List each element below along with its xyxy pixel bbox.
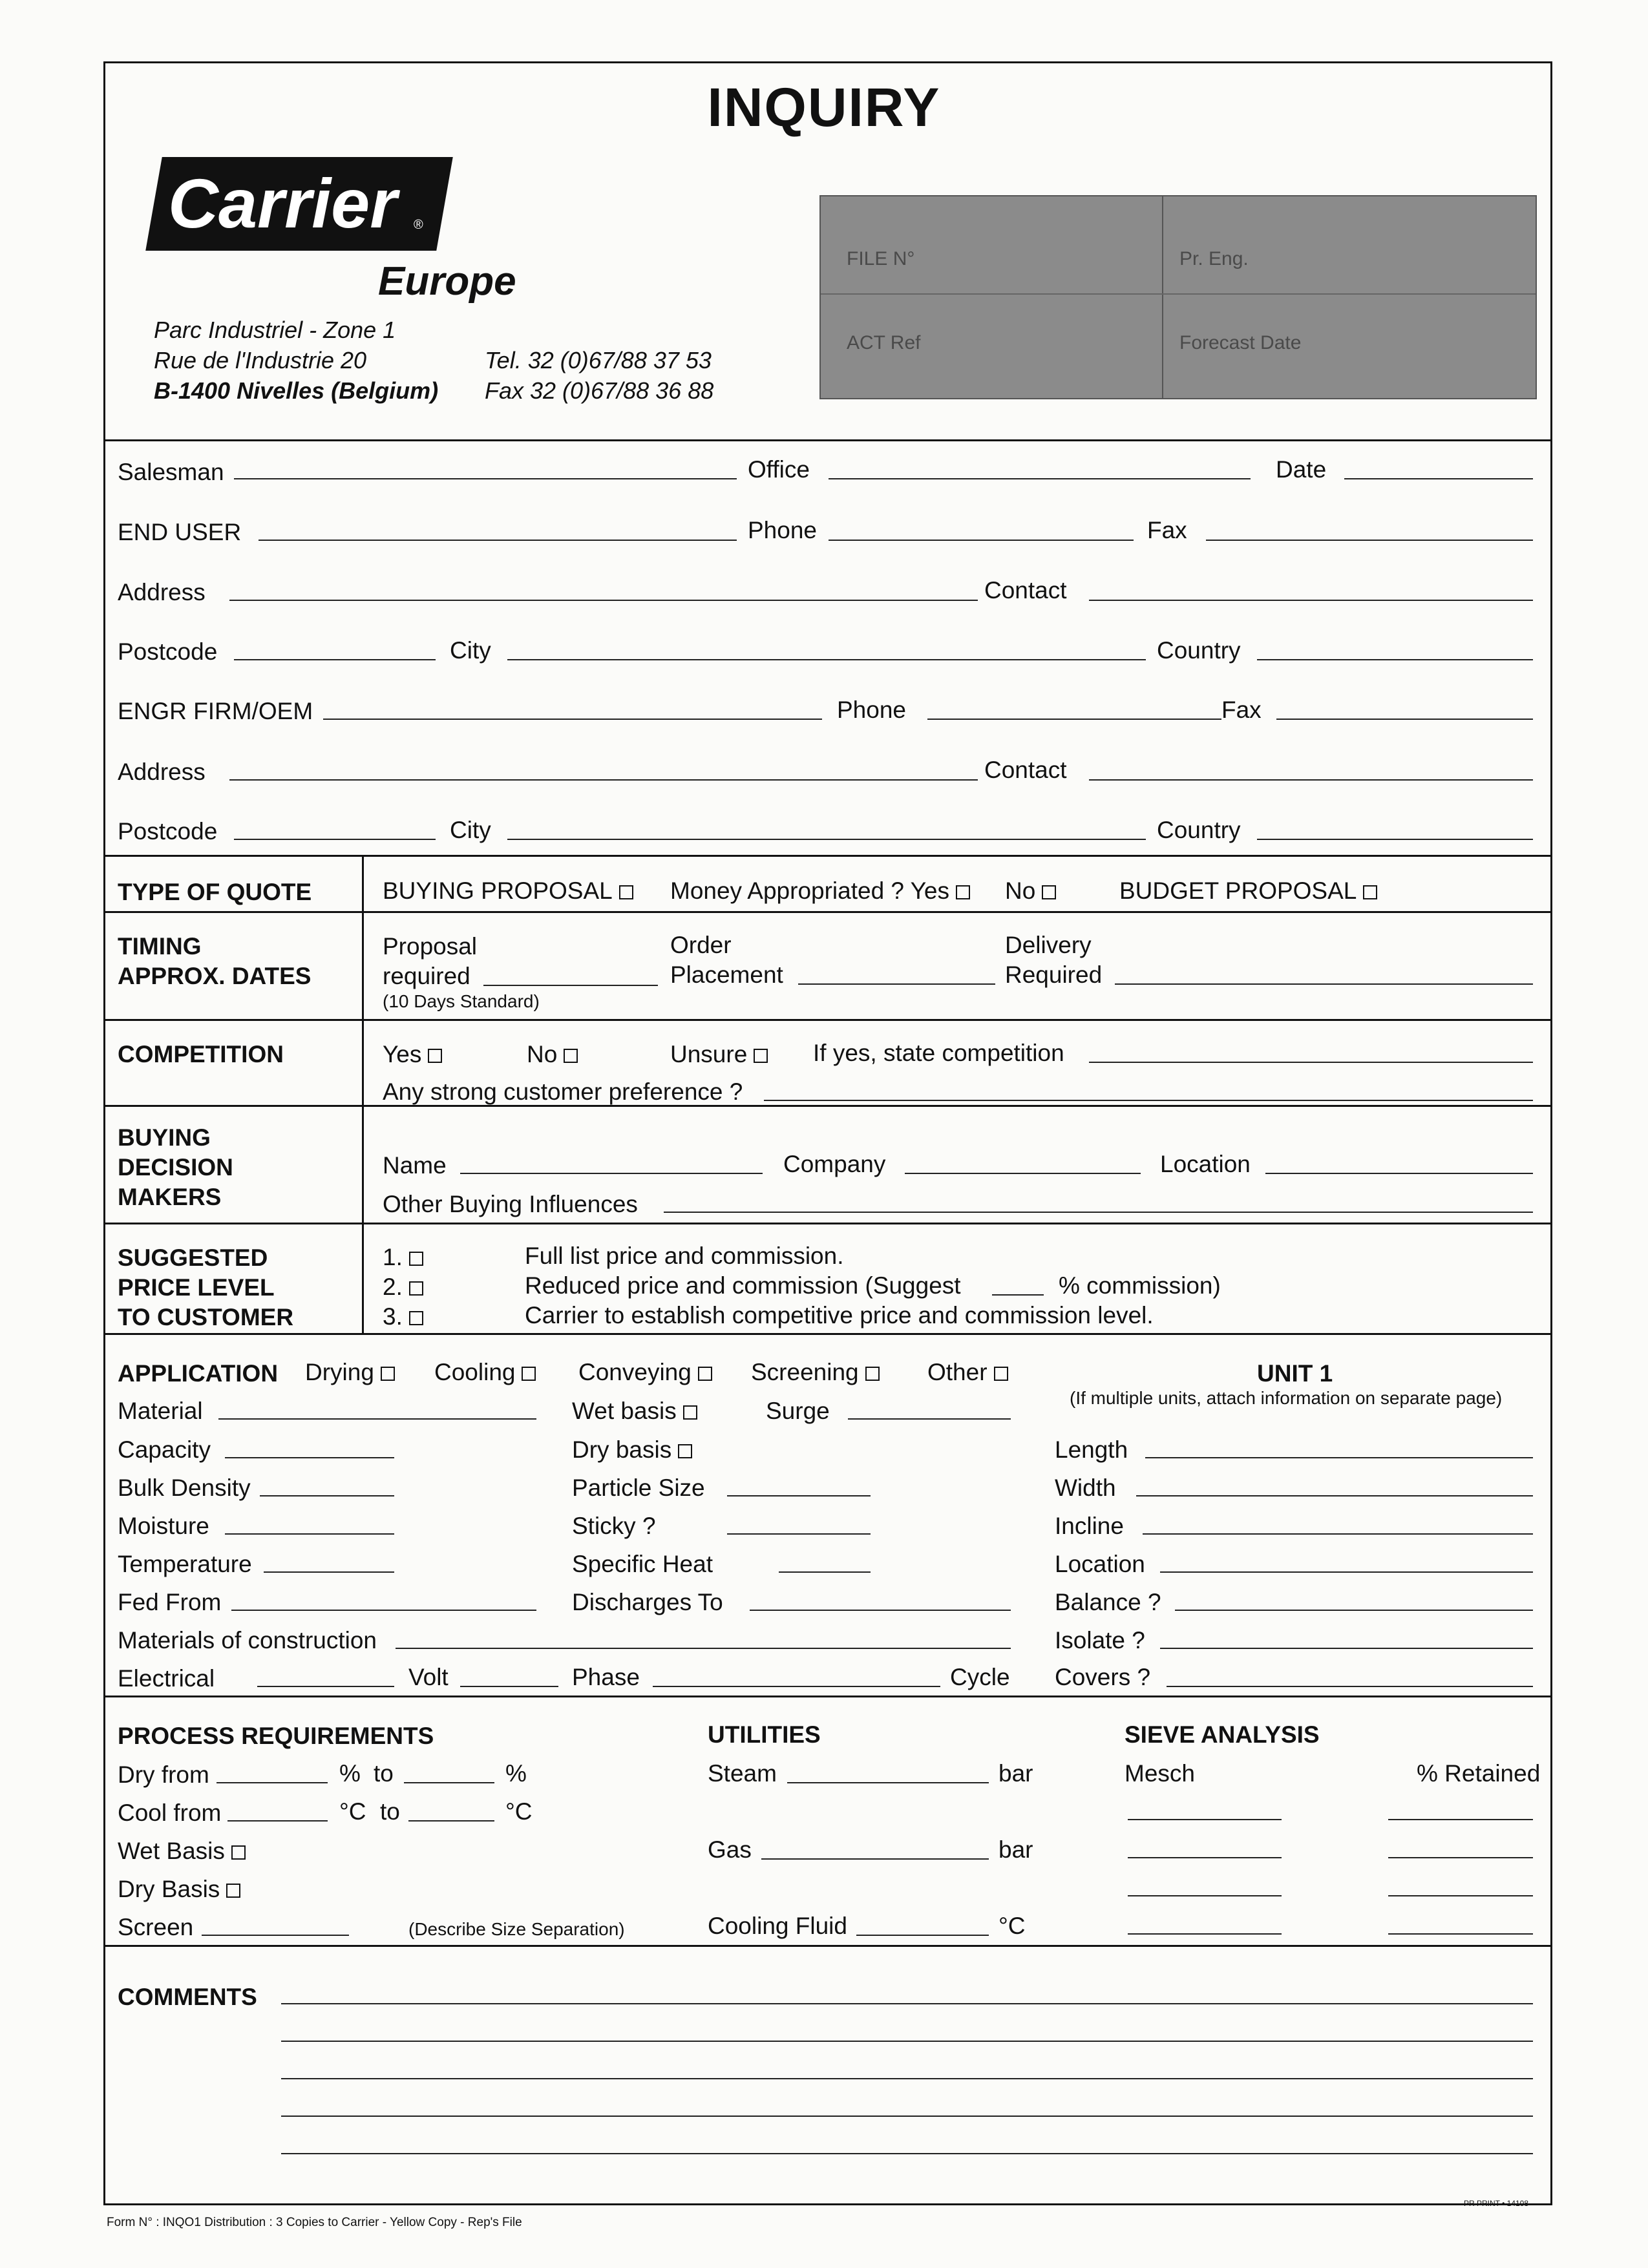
money-yes-checkbox[interactable]: [956, 885, 970, 899]
cooling-option[interactable]: [434, 1360, 536, 1384]
other-application-checkbox[interactable]: [994, 1367, 1008, 1381]
engr-city-field[interactable]: [507, 839, 1146, 840]
competition-unsure-checkbox[interactable]: [754, 1049, 768, 1063]
other-application-option[interactable]: [927, 1360, 1008, 1384]
placement-label: Placement: [670, 961, 783, 988]
customer-preference-label: Any strong customer preference ?: [383, 1078, 743, 1105]
office-use-box: [819, 195, 1537, 399]
unit-note: (If multiple units, attach information on separate page): [1070, 1388, 1503, 1408]
electrical-field[interactable]: [257, 1686, 394, 1687]
carrier-logo: Carrier: [168, 164, 397, 242]
screening-label: Screening: [751, 1359, 859, 1385]
office-label: Office: [748, 456, 810, 483]
electrical-label: Electrical: [118, 1665, 215, 1692]
comments-line-5[interactable]: [281, 2153, 1533, 2154]
screening-option[interactable]: [751, 1360, 880, 1384]
drying-option[interactable]: [305, 1360, 395, 1384]
money-appropriated-yes-option[interactable]: [670, 879, 970, 903]
utilities-label: UTILITIES: [708, 1721, 821, 1748]
unit-location-label: Location: [1055, 1551, 1145, 1577]
other-influences-label: Other Buying Influences: [383, 1191, 638, 1217]
retained-field-4[interactable]: [1388, 1933, 1533, 1935]
forecast-date-label: Forecast Date: [1179, 332, 1302, 353]
phase-label: Phase: [572, 1664, 640, 1690]
country-field[interactable]: [1257, 659, 1533, 660]
date-label: Date: [1276, 456, 1327, 483]
price-option-2-number: 2.: [383, 1274, 403, 1300]
dry-to-field[interactable]: [404, 1782, 494, 1783]
address-line3: B-1400 Nivelles (Belgium): [154, 377, 439, 404]
retained-field-1[interactable]: [1388, 1819, 1533, 1820]
end-user-fax-field[interactable]: [1206, 540, 1533, 541]
price-option-1[interactable]: [383, 1245, 423, 1269]
phase-volt-field[interactable]: [460, 1686, 558, 1687]
retained-field-2[interactable]: [1388, 1857, 1533, 1858]
state-competition-field[interactable]: [1089, 1062, 1533, 1063]
dry-basis-label: Dry basis: [572, 1436, 672, 1463]
steam-bar-unit: bar: [998, 1760, 1033, 1787]
specific-heat-field[interactable]: [779, 1571, 871, 1573]
rule: [103, 1945, 1552, 1947]
wet-basis-option[interactable]: [572, 1399, 697, 1423]
registered-mark: ®: [414, 218, 423, 232]
dry-to-label: to: [374, 1760, 394, 1787]
dry-from-label: Dry from: [118, 1761, 209, 1788]
temperature-label: Temperature: [118, 1551, 252, 1577]
contact-label: Contact: [984, 577, 1067, 604]
delivery-label: Delivery: [1005, 932, 1092, 958]
rule: [103, 1333, 1552, 1335]
competition-no-checkbox[interactable]: [564, 1049, 578, 1063]
rule: [103, 911, 1552, 913]
end-user-phone-field[interactable]: [829, 540, 1134, 541]
decision-location-label: Location: [1160, 1151, 1251, 1177]
comments-line-3[interactable]: [281, 2078, 1533, 2079]
proposal-required-label: required: [383, 963, 470, 989]
order-label: Order: [670, 932, 732, 958]
competition-yes-checkbox[interactable]: [428, 1049, 442, 1063]
dry-to-pct: %: [505, 1760, 527, 1787]
delivery-required-field[interactable]: [1115, 983, 1533, 985]
money-no-checkbox[interactable]: [1042, 885, 1056, 899]
price-option-3[interactable]: [383, 1305, 423, 1328]
price-option-3-text: Carrier to establish competitive price and commission level.: [525, 1302, 1154, 1328]
engr-address-label: Address: [118, 759, 206, 785]
cooling-label: Cooling: [434, 1359, 516, 1385]
competition-no-option[interactable]: [527, 1042, 578, 1066]
balance-field[interactable]: [1175, 1610, 1533, 1611]
comments-line-2[interactable]: [281, 2041, 1533, 2042]
retained-header: % Retained: [1417, 1760, 1541, 1787]
process-dry-basis-checkbox[interactable]: [226, 1884, 240, 1898]
office-box-divider: [1162, 196, 1163, 398]
order-placement-field[interactable]: [798, 983, 995, 985]
decision-label: DECISION: [118, 1154, 233, 1181]
incline-field[interactable]: [1143, 1533, 1533, 1535]
ten-days-note: (10 Days Standard): [383, 991, 540, 1011]
buying-proposal-label: BUYING PROPOSAL: [383, 877, 613, 904]
end-user-fax-label: Fax: [1147, 517, 1187, 543]
end-user-label: END USER: [118, 519, 242, 545]
capacity-field[interactable]: [225, 1457, 394, 1458]
buying-label: BUYING: [118, 1124, 211, 1151]
temperature-field[interactable]: [264, 1571, 394, 1573]
delivery-required-label: Required: [1005, 961, 1103, 988]
state-competition-label: If yes, state competition: [813, 1040, 1064, 1066]
screening-checkbox[interactable]: [865, 1367, 880, 1381]
customer-preference-field[interactable]: [764, 1100, 1533, 1101]
logo-europe: Europe: [378, 259, 516, 304]
dry-basis-checkbox[interactable]: [678, 1444, 692, 1458]
bulk-density-field[interactable]: [260, 1495, 394, 1496]
budget-proposal-checkbox[interactable]: [1363, 885, 1377, 899]
cooling-fluid-label: Cooling Fluid: [708, 1913, 847, 1939]
engr-fax-field[interactable]: [1276, 719, 1533, 720]
specific-heat-label: Specific Heat: [572, 1551, 713, 1577]
bulk-density-label: Bulk Density: [118, 1475, 251, 1501]
price-level-label: PRICE LEVEL: [118, 1274, 275, 1301]
country-label: Country: [1157, 637, 1241, 664]
engr-country-label: Country: [1157, 817, 1241, 843]
drying-checkbox[interactable]: [381, 1367, 395, 1381]
process-requirements-label: PROCESS REQUIREMENTS: [118, 1723, 434, 1749]
engr-address-field[interactable]: [229, 779, 978, 781]
price-option-3-checkbox[interactable]: [409, 1311, 423, 1325]
conveying-label: Conveying: [578, 1359, 692, 1385]
steam-label: Steam: [708, 1760, 777, 1787]
covers-field[interactable]: [1167, 1686, 1533, 1687]
capacity-label: Capacity: [118, 1436, 211, 1463]
unit-title: UNIT 1: [1257, 1360, 1333, 1387]
process-dry-basis-label: Dry Basis: [118, 1876, 220, 1902]
width-field[interactable]: [1136, 1495, 1533, 1496]
cooling-fluid-unit: °C: [998, 1913, 1026, 1939]
address-label: Address: [118, 579, 206, 605]
money-appropriated-no-option[interactable]: [1005, 879, 1056, 903]
screen-label: Screen: [118, 1914, 194, 1940]
postcode-label: Postcode: [118, 638, 218, 665]
size-separation-note: (Describe Size Separation): [408, 1919, 625, 1939]
rule: [103, 439, 1552, 441]
engineer-label: Pr. Eng.: [1179, 248, 1249, 269]
engr-contact-label: Contact: [984, 757, 1067, 783]
end-user-phone-label: Phone: [748, 517, 817, 543]
cool-from-label: Cool from: [118, 1800, 222, 1826]
engr-phone-label: Phone: [837, 697, 906, 723]
unit-location-field[interactable]: [1160, 1571, 1533, 1573]
application-label: APPLICATION: [118, 1360, 279, 1387]
date-field[interactable]: [1344, 478, 1533, 479]
label-column-divider: [362, 855, 364, 1333]
particle-size-label: Particle Size: [572, 1475, 705, 1501]
competition-unsure-label: Unsure: [670, 1041, 748, 1067]
moisture-field[interactable]: [225, 1533, 394, 1535]
isolate-label: Isolate ?: [1055, 1627, 1145, 1654]
suggested-commission-field[interactable]: [992, 1294, 1044, 1296]
city-label: City: [450, 637, 491, 664]
form-title: INQUIRY: [707, 77, 941, 138]
buying-proposal-option[interactable]: [383, 879, 633, 903]
volt-label: Volt: [408, 1664, 449, 1690]
moisture-label: Moisture: [118, 1513, 209, 1539]
comments-line-4[interactable]: [281, 2116, 1533, 2117]
engr-country-field[interactable]: [1257, 839, 1533, 840]
engr-city-label: City: [450, 817, 491, 843]
material-label: Material: [118, 1398, 203, 1424]
material-field[interactable]: [218, 1418, 536, 1420]
surge-field[interactable]: [848, 1418, 1011, 1420]
print-code: PR PRINT • 14108: [1464, 2199, 1529, 2208]
rule: [103, 1019, 1552, 1021]
engr-fax-label: Fax: [1221, 697, 1262, 723]
mesch-field-4[interactable]: [1128, 1933, 1282, 1935]
rule: [103, 855, 1552, 857]
particle-size-field[interactable]: [727, 1495, 871, 1496]
competition-yes-label: Yes: [383, 1041, 422, 1067]
proposal-required-field[interactable]: [483, 985, 658, 986]
competition-unsure-option[interactable]: [670, 1042, 768, 1066]
engr-postcode-field[interactable]: [234, 839, 436, 840]
length-field[interactable]: [1145, 1457, 1533, 1458]
to-customer-label: TO CUSTOMER: [118, 1304, 294, 1330]
width-label: Width: [1055, 1475, 1116, 1501]
rule: [103, 1223, 1552, 1224]
other-influences-field[interactable]: [664, 1212, 1533, 1213]
mesch-header: Mesch: [1125, 1760, 1195, 1787]
rule: [103, 1105, 1552, 1107]
city-field[interactable]: [507, 659, 1146, 660]
process-wet-basis-checkbox[interactable]: [231, 1845, 246, 1860]
gas-label: Gas: [708, 1836, 752, 1863]
other-application-label: Other: [927, 1359, 988, 1385]
cool-from-deg: °C: [339, 1798, 366, 1825]
cooling-checkbox[interactable]: [522, 1367, 536, 1381]
fed-from-field[interactable]: [231, 1610, 536, 1611]
gas-bar-unit: bar: [998, 1836, 1033, 1863]
wet-basis-checkbox[interactable]: [683, 1405, 697, 1420]
cycle-label: Cycle: [950, 1664, 1010, 1690]
money-no-label: No: [1005, 877, 1036, 904]
engr-phone-field[interactable]: [927, 719, 1221, 720]
conveying-option[interactable]: [578, 1360, 712, 1384]
covers-label: Covers ?: [1055, 1664, 1151, 1690]
discharges-to-field[interactable]: [750, 1610, 1011, 1611]
mesch-field-1[interactable]: [1128, 1819, 1282, 1820]
postcode-field[interactable]: [234, 659, 436, 660]
cool-to-deg: °C: [505, 1798, 533, 1825]
timing-label: TIMING: [118, 933, 202, 960]
retained-field-3[interactable]: [1388, 1895, 1533, 1896]
cool-to-label: to: [380, 1798, 400, 1825]
length-label: Length: [1055, 1436, 1128, 1463]
office-box-midline: [821, 293, 1536, 295]
dry-from-pct: %: [339, 1760, 361, 1787]
process-dry-basis-option[interactable]: [118, 1877, 240, 1901]
engr-firm-label: ENGR FIRM/OEM: [118, 698, 313, 724]
decision-company-field[interactable]: [905, 1173, 1141, 1174]
price-option-1-number: 1.: [383, 1244, 403, 1270]
process-wet-basis-label: Wet Basis: [118, 1838, 225, 1864]
mesch-field-3[interactable]: [1128, 1895, 1282, 1896]
address-line2: Rue de l'Industrie 20: [154, 347, 367, 373]
comments-line-1[interactable]: [281, 2003, 1533, 2004]
price-option-2-text: Reduced price and commission (Suggest: [525, 1272, 961, 1299]
isolate-field[interactable]: [1160, 1648, 1533, 1649]
money-appropriated-label: Money Appropriated ? Yes: [670, 877, 949, 904]
decision-name-field[interactable]: [460, 1173, 763, 1174]
conveying-checkbox[interactable]: [698, 1367, 712, 1381]
makers-label: MAKERS: [118, 1184, 222, 1210]
sticky-field[interactable]: [727, 1533, 871, 1535]
surge-label: Surge: [766, 1398, 830, 1424]
decision-company-label: Company: [783, 1151, 886, 1177]
contact-field[interactable]: [1089, 600, 1533, 601]
price-option-1-checkbox[interactable]: [409, 1252, 423, 1266]
dry-basis-option[interactable]: [572, 1438, 692, 1462]
dry-from-field[interactable]: [217, 1782, 328, 1783]
competition-no-label: No: [527, 1041, 558, 1067]
proposal-label: Proposal: [383, 933, 478, 960]
suggested-label: SUGGESTED: [118, 1244, 268, 1271]
phase-field[interactable]: [653, 1686, 940, 1687]
incline-label: Incline: [1055, 1513, 1124, 1539]
price-option-2-suffix: % commission): [1059, 1272, 1221, 1299]
buying-proposal-checkbox[interactable]: [619, 885, 633, 899]
budget-proposal-option[interactable]: [1119, 879, 1377, 903]
materials-construction-field[interactable]: [396, 1648, 1011, 1649]
office-field[interactable]: [829, 478, 1251, 479]
engr-postcode-label: Postcode: [118, 818, 218, 845]
competition-yes-option[interactable]: [383, 1042, 442, 1066]
materials-construction-label: Materials of construction: [118, 1627, 377, 1654]
salesman-field[interactable]: [234, 478, 737, 479]
price-option-2[interactable]: [383, 1275, 423, 1299]
process-wet-basis-option[interactable]: [118, 1839, 246, 1863]
form-footer: Form N° : INQO1 Distribution : 3 Copies to Carrier - Yellow Copy - Rep's File: [107, 2216, 522, 2229]
engr-firm-field[interactable]: [323, 719, 822, 720]
comments-label: COMMENTS: [118, 1984, 257, 2010]
drying-label: Drying: [305, 1359, 374, 1385]
price-option-3-number: 3.: [383, 1303, 403, 1330]
sticky-label: Sticky ?: [572, 1513, 656, 1539]
salesman-label: Salesman: [118, 459, 224, 485]
gas-field[interactable]: [761, 1858, 989, 1860]
address-field[interactable]: [229, 600, 978, 601]
decision-name-label: Name: [383, 1152, 447, 1179]
steam-field[interactable]: [787, 1782, 989, 1783]
address-fax: Fax 32 (0)67/88 36 88: [485, 377, 714, 404]
price-option-2-checkbox[interactable]: [409, 1281, 423, 1296]
budget-proposal-label: BUDGET PROPOSAL: [1119, 877, 1357, 904]
address-tel: Tel. 32 (0)67/88 37 53: [485, 347, 712, 373]
file-number-label: FILE N°: [847, 248, 915, 269]
engr-contact-field[interactable]: [1089, 779, 1533, 781]
cool-to-field[interactable]: [408, 1820, 494, 1822]
fed-from-label: Fed From: [118, 1589, 222, 1615]
price-option-1-text: Full list price and commission.: [525, 1243, 844, 1269]
rule: [103, 1696, 1552, 1697]
address-line1: Parc Industriel - Zone 1: [154, 317, 396, 343]
balance-label: Balance ?: [1055, 1589, 1161, 1615]
wet-basis-label: Wet basis: [572, 1398, 677, 1424]
mesch-field-2[interactable]: [1128, 1857, 1282, 1858]
end-user-field[interactable]: [259, 540, 737, 541]
screen-field[interactable]: [202, 1935, 349, 1936]
type-of-quote-label: TYPE OF QUOTE: [118, 879, 312, 905]
discharges-to-label: Discharges To: [572, 1589, 723, 1615]
act-ref-label: ACT Ref: [847, 332, 921, 353]
cooling-fluid-field[interactable]: [856, 1935, 989, 1936]
cool-from-field[interactable]: [227, 1820, 328, 1822]
decision-location-field[interactable]: [1265, 1173, 1533, 1174]
competition-label: COMPETITION: [118, 1041, 284, 1067]
approx-dates-label: APPROX. DATES: [118, 963, 312, 989]
sieve-analysis-label: SIEVE ANALYSIS: [1125, 1721, 1320, 1748]
